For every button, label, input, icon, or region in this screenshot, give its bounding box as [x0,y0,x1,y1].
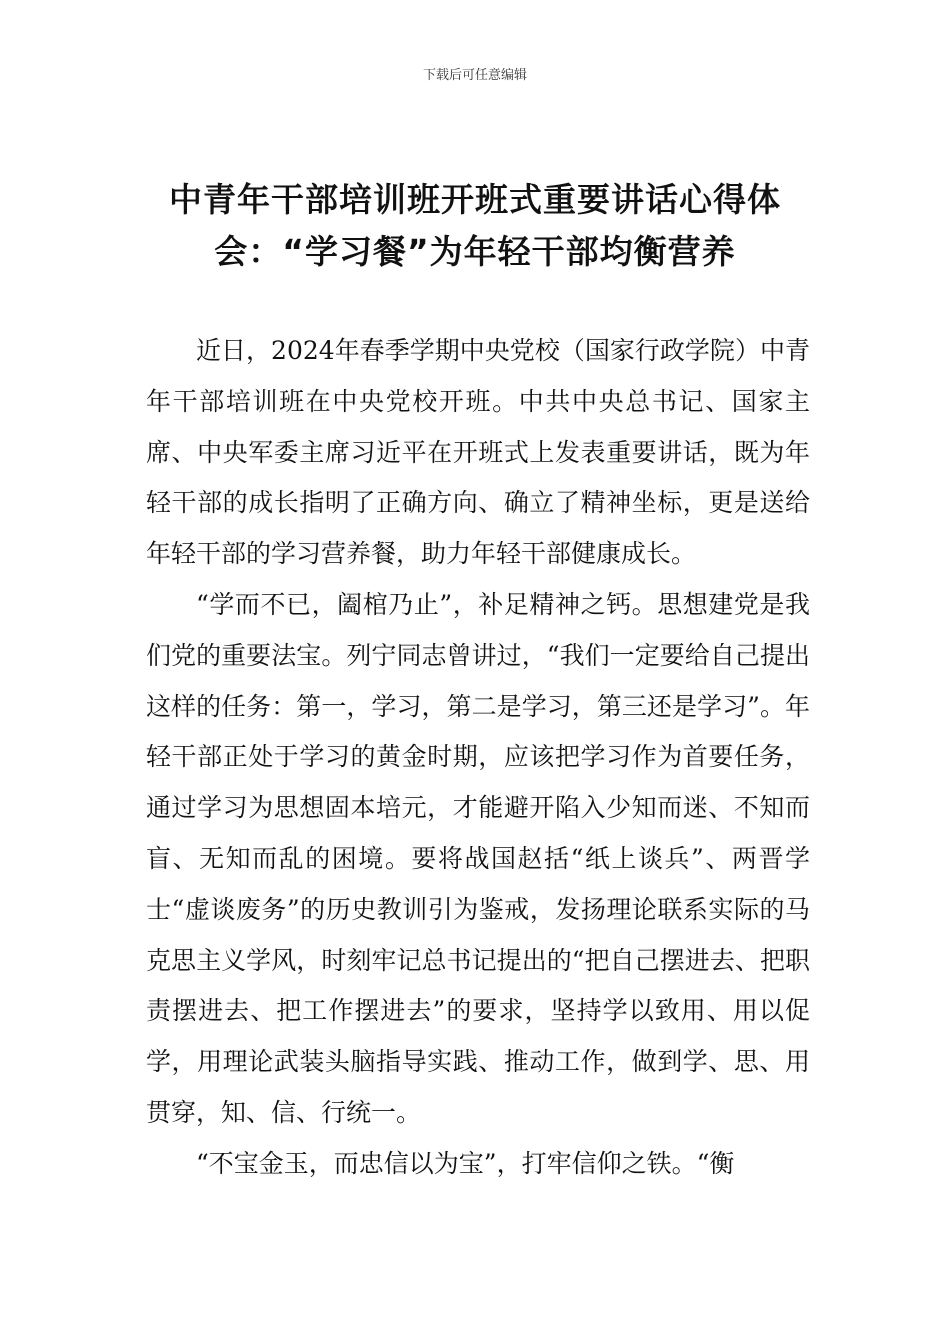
paragraph-2: “学而不已，阖棺乃止”，补足精神之钙。思想建党是我们党的重要法宝。列宁同志曾讲过，“我们一定要给自己提出这样的任务：第一，学习，第二是学习，第三还是学习”。年轻干部正处于学习的黄金时期，应该把学习作为首要任务，通过学习为思想固本培元，才能避开陷入少知而迷、不知而盲、无知而乱的困境。要将战国赵括“纸上谈兵”、两晋学士“虚谈废务”的历史教训引为鉴戒，发扬理论联系实际的马克思主义学风，时刻牢记总书记提出的“把自己摆进去、把职责摆进去、把工作摆进去”的要求，坚持学以致用、用以促学，用理论武装头脑指导实践、推动工作，做到学、思、用贯穿，知、信、行统一。 [146,589,810,1127]
document-body [146,326,810,1190]
title-line-2: 会：“学习餐”为年轻干部均衡营养 [214,232,736,271]
header-note: 下载后可任意编辑 [422,68,527,83]
paragraph-3: “不宝金玉，而忠信以为宝”，打牢信仰之铁。“衡 [196,1148,735,1178]
title-line-1: 中青年干部培训班开班式重要讲话心得体 [169,180,781,219]
document-title [140,174,810,278]
paragraph-1: 近日，2024年春季学期中央党校（国家行政学院）中青年干部培训班在中央党校开班。中共中央总书记、国家主席、中央军委主席习近平在开班式上发表重要讲话，既为年轻干部的成长指明了正确方向、确立了精神坐标，更是送给年轻干部的学习营养餐，助力年轻干部健康成长。 [146,336,810,569]
